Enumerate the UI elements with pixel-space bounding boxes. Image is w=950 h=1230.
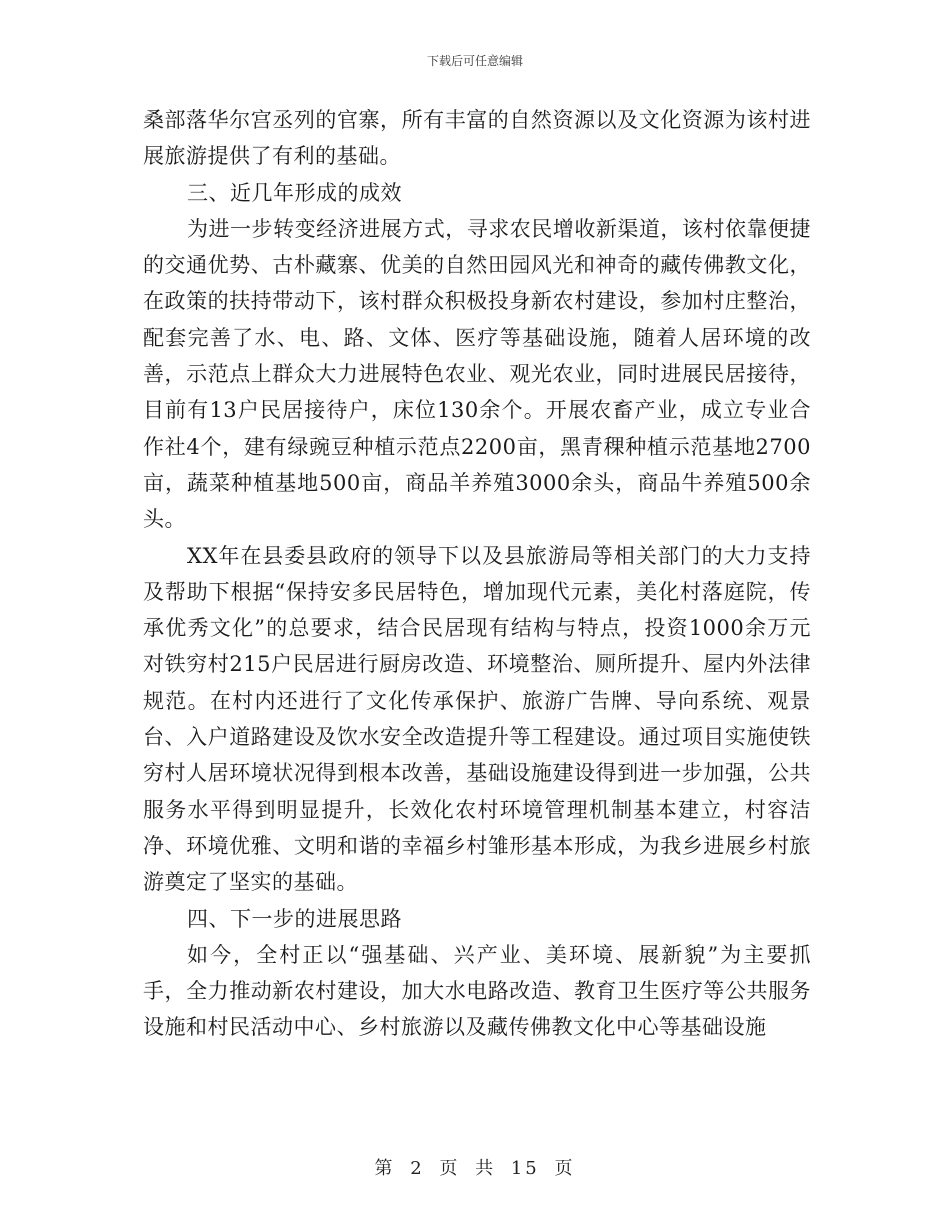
document-body — [143, 102, 811, 1046]
paragraph-project: XX年在县委县政府的领导下以及县旅游局等相关部门的大力支持及帮助下根据“保持安多民居特色，增加现代元素，美化村落庭院，传承优秀文化”的总要求，结合民居现有结构与特点，投资1000余万元对铁穷村215户民居进行厨房改造、环境整治、厕所提升、屋内外法律规范。在村内还进行了文化传承保护、旅游广告牌、导向系统、观景台、入户道路建设及饮水安全改造提升等工程建设。通过项目实施使铁穷村人居环境状况得到根本改善，基础设施建设得到进一步加强，公共服务水平得到明显提升，长效化农村环境管理机制基本建立，村容洁净、环境优雅、文明和谐的幸福乡村雏形基本形成，为我乡进展乡村旅游奠定了坚实的基础。 — [143, 543, 811, 895]
paragraph-achievements: 为进一步转变经济进展方式，寻求农民增收新渠道，该村依靠便捷的交通优势、古朴藏寨、优美的自然田园风光和神奇的藏传佛教文化，在政策的扶持带动下，该村群众积极投身新农村建设，参加村庄整治，配套完善了水、电、路、文体、医疗等基础设施，随着人居环境的改善，示范点上群众大力进展特色农业、观光农业，同时进展民居接待，目前有13户民居接待户，床位130余个。开展农畜产业，成立专业合作社4个，建有绿豌豆种植示范点2200亩，黑青稞种植示范基地2700亩，蔬菜种植基地500亩，商品羊养殖3000余头，商品牛养殖500余头。 — [143, 216, 811, 532]
section-heading-3: 三、近几年形成的成效 — [187, 180, 402, 205]
section-heading-4: 四、下一步的进展思路 — [187, 906, 402, 931]
paragraph-next-steps: 如今，全村正以“强基础、兴产业、美环境、展新貌”为主要抓手，全力推动新农村建设，加大水电路改造、教育卫生医疗等公共服务设施和村民活动中心、乡村旅游以及藏传佛教文化中心等基础设施 — [143, 942, 811, 1040]
paragraph-continuation: 桑部落华尔宫丞列的官寨，所有丰富的自然资源以及文化资源为该村进展旅游提供了有利的基础。 — [143, 108, 811, 169]
page-number-footer: 第 2 页 共 15 页 — [374, 1158, 576, 1179]
header-note: 下载后可任意编辑 — [426, 54, 523, 68]
